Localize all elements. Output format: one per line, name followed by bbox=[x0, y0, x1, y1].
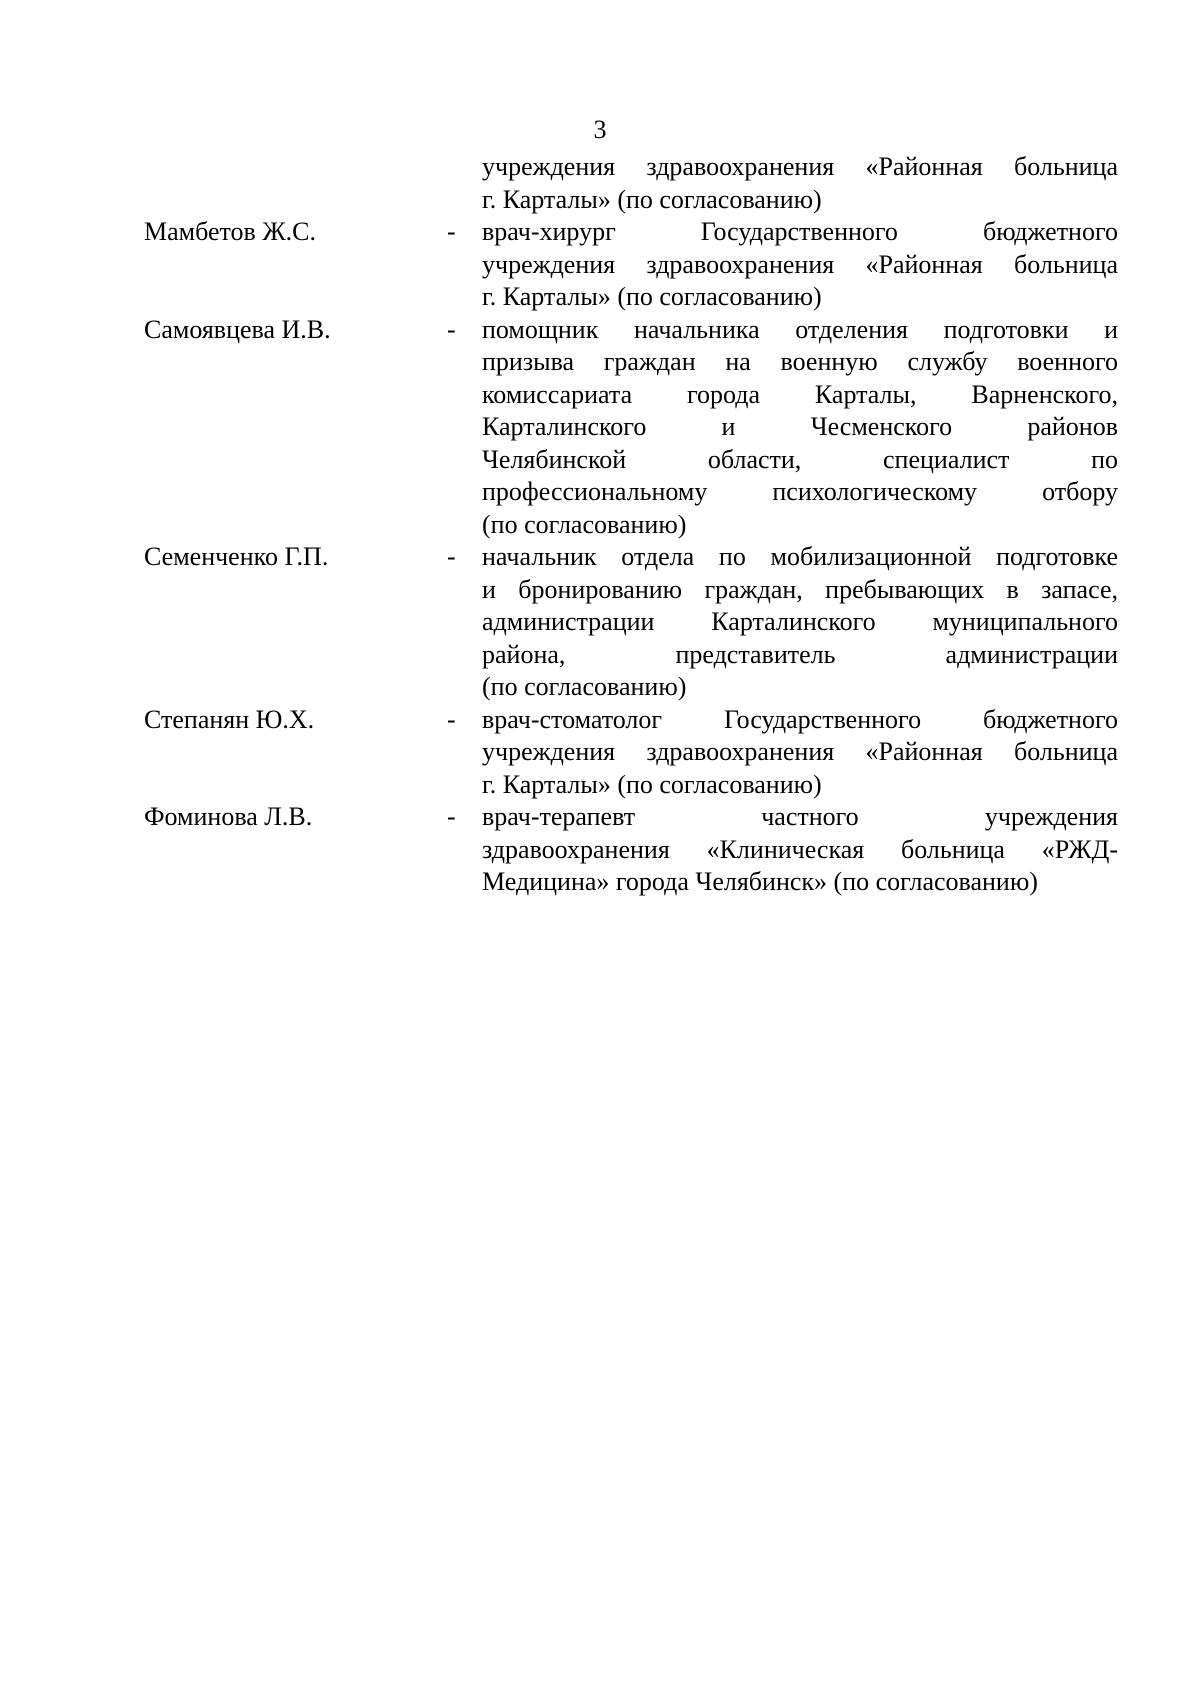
member-description bbox=[482, 216, 1118, 314]
member-description bbox=[482, 801, 1118, 899]
dash-separator: - bbox=[447, 802, 456, 831]
member-name: Самоявцева И.В. bbox=[144, 314, 331, 344]
member-name: Мамбетов Ж.С. bbox=[144, 217, 316, 246]
description-line: г. Карталы» (по согласованию) bbox=[482, 769, 822, 799]
description-line: и бронированию граждан, пребывающих в запасе, bbox=[482, 574, 1118, 604]
member-description bbox=[482, 541, 1118, 704]
dash-separator: - bbox=[447, 704, 456, 734]
member-name: Фоминова Л.В. bbox=[144, 802, 313, 831]
description-line: Медицина» города Челябинск» (по согласованию) bbox=[482, 867, 1038, 896]
description-line: г. Карталы» (по согласованию) bbox=[482, 282, 822, 311]
member-list bbox=[0, 151, 1200, 899]
description-line: здравоохранения «Клиническая больница «РЖД- bbox=[482, 834, 1118, 864]
description-line: врач-стоматолог Государственного бюджетного bbox=[482, 704, 1118, 734]
description-line: профессиональному психологическому отбору bbox=[482, 477, 1118, 506]
description-line: начальник отдела по мобилизационной подготовке bbox=[482, 542, 1118, 571]
description-line: района, представитель администрации bbox=[482, 639, 1118, 669]
member-entry bbox=[0, 704, 1200, 802]
description-line: (по согласованию) bbox=[482, 509, 687, 539]
description-line: (по согласованию) bbox=[482, 672, 687, 701]
description-line: врач-терапевт частного учреждения bbox=[482, 802, 1118, 831]
description-line: Челябинской области, специалист по bbox=[482, 444, 1118, 474]
member-name: Степанян Ю.Х. bbox=[144, 704, 315, 734]
member-name: Семенченко Г.П. bbox=[144, 542, 329, 571]
page-number: 3 bbox=[593, 115, 607, 144]
description-line: призыва граждан на военную службу военного bbox=[482, 347, 1118, 376]
dash-separator: - bbox=[447, 542, 456, 571]
member-entry bbox=[0, 314, 1200, 542]
member-entry bbox=[0, 541, 1200, 704]
member-entry bbox=[0, 801, 1200, 899]
member-entry bbox=[0, 216, 1200, 314]
continuation-description bbox=[482, 151, 1118, 216]
member-description bbox=[482, 314, 1118, 542]
dash-separator: - bbox=[447, 217, 456, 246]
continuation-entry bbox=[0, 151, 1200, 216]
member-description bbox=[482, 704, 1118, 802]
description-line: администрации Карталинского муниципального bbox=[482, 607, 1118, 636]
description-line: Карталинского и Чесменского районов bbox=[482, 412, 1118, 441]
description-line: учреждения здравоохранения «Районная больница bbox=[482, 249, 1118, 279]
description-line: помощник начальника отделения подготовки и bbox=[482, 314, 1118, 344]
description-line: врач-хирург Государственного бюджетного bbox=[482, 217, 1118, 246]
description-line: г. Карталы» (по согласованию) bbox=[482, 184, 822, 214]
description-line: учреждения здравоохранения «Районная больница bbox=[482, 737, 1118, 766]
dash-separator: - bbox=[447, 314, 456, 344]
description-line: комиссариата города Карталы, Варненского, bbox=[482, 379, 1118, 409]
description-line: учреждения здравоохранения «Районная больница bbox=[482, 152, 1118, 181]
